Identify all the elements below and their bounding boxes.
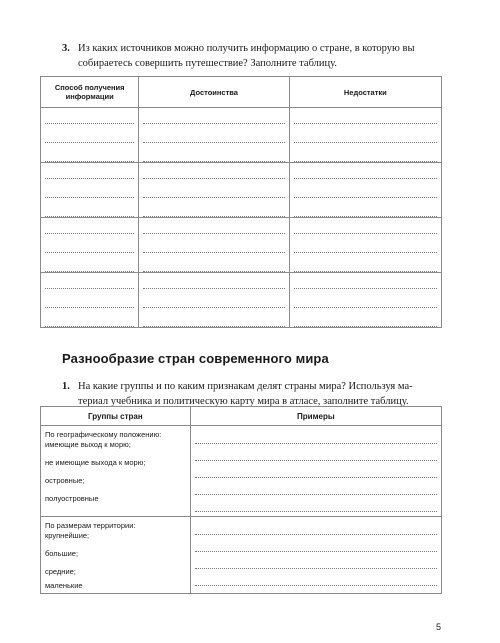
dotted-line xyxy=(294,295,437,308)
group-label-cell xyxy=(41,517,191,594)
dotted-line xyxy=(294,166,437,179)
question-3-line: собираетесь совершить путешествие? Заполните таблицу. xyxy=(78,58,337,69)
dotted-line xyxy=(195,448,437,461)
dotted-line xyxy=(195,522,437,535)
table-header-row xyxy=(41,77,442,108)
group-item: полуостровные xyxy=(45,494,99,503)
fill-in-cell[interactable] xyxy=(289,163,441,218)
fill-in-cell[interactable] xyxy=(289,218,441,273)
question-1-text xyxy=(78,379,448,409)
question-3-number: 3. xyxy=(62,43,70,54)
dotted-line xyxy=(294,185,437,198)
page-number: 5 xyxy=(436,622,442,632)
dotted-line xyxy=(294,111,437,124)
fill-in-cell[interactable] xyxy=(41,273,139,328)
dotted-line xyxy=(294,130,437,143)
fill-in-cell[interactable] xyxy=(41,218,139,273)
table-row xyxy=(41,218,442,273)
dotted-line xyxy=(195,482,437,495)
fill-in-cell[interactable] xyxy=(41,163,139,218)
dotted-line xyxy=(143,204,284,217)
group-item: островные; xyxy=(45,476,85,485)
fill-in-cell[interactable] xyxy=(139,273,289,328)
group-heading: По размерам территории: xyxy=(45,521,136,530)
table-header-row xyxy=(41,407,442,426)
dotted-line xyxy=(143,221,284,234)
dotted-line xyxy=(294,314,437,327)
dotted-line xyxy=(294,204,437,217)
dotted-line xyxy=(195,573,437,586)
group-item: не имеющие выхода к морю; xyxy=(45,458,146,467)
fill-in-cell[interactable] xyxy=(190,517,441,594)
dotted-line xyxy=(143,295,284,308)
dotted-line xyxy=(143,259,284,272)
fill-in-cell[interactable] xyxy=(139,163,289,218)
question-1-line: териал учебника и политическую карту мира в атласе, заполните таблицу. xyxy=(78,396,409,407)
dotted-line xyxy=(45,149,134,162)
column-header-source: Способ получения информации xyxy=(41,77,139,108)
column-header-advantages: Достоинства xyxy=(139,77,289,108)
group-item: средние; xyxy=(45,567,76,576)
fill-in-cell[interactable] xyxy=(190,426,441,517)
column-header-disadvantages: Недостатки xyxy=(289,77,441,108)
question-3 xyxy=(62,41,448,71)
dotted-line xyxy=(143,276,284,289)
dotted-line xyxy=(195,556,437,569)
fill-in-cell[interactable] xyxy=(41,108,139,163)
fill-in-cell[interactable] xyxy=(289,108,441,163)
question-3-text xyxy=(78,41,448,71)
dotted-line xyxy=(45,111,134,124)
dotted-line xyxy=(45,259,134,272)
group-label-cell xyxy=(41,426,191,517)
dotted-line xyxy=(45,204,134,217)
dotted-line xyxy=(143,166,284,179)
dotted-line xyxy=(195,431,437,444)
dotted-line xyxy=(195,465,437,478)
country-groups-table xyxy=(40,406,442,594)
table-row xyxy=(41,108,442,163)
dotted-line xyxy=(143,240,284,253)
dotted-line xyxy=(143,149,284,162)
column-header-groups: Группы стран xyxy=(41,407,191,426)
dotted-line xyxy=(45,185,134,198)
dotted-line xyxy=(294,149,437,162)
question-1-number: 1. xyxy=(62,381,70,392)
group-item: большие; xyxy=(45,549,79,558)
info-sources-table xyxy=(40,76,442,328)
table-row xyxy=(41,426,442,517)
dotted-line xyxy=(294,259,437,272)
dotted-line xyxy=(294,276,437,289)
dotted-line xyxy=(45,240,134,253)
dotted-line xyxy=(294,240,437,253)
fill-in-cell[interactable] xyxy=(139,108,289,163)
section-title: Разнообразие стран современного мира xyxy=(62,351,329,366)
dotted-line xyxy=(294,221,437,234)
column-header-examples: Примеры xyxy=(190,407,441,426)
dotted-line xyxy=(143,111,284,124)
group-item: крупнейшие; xyxy=(45,531,90,540)
dotted-line xyxy=(45,314,134,327)
group-item: маленькие xyxy=(45,581,83,590)
dotted-line xyxy=(45,276,134,289)
question-1-line: На какие группы и по каким признакам делят страны мира? Используя ма- xyxy=(78,381,413,392)
dotted-line xyxy=(195,499,437,512)
dotted-line xyxy=(45,221,134,234)
question-3-line: Из каких источников можно получить информацию о стране, в которую вы xyxy=(78,43,415,54)
table-row xyxy=(41,273,442,328)
table-row xyxy=(41,517,442,594)
dotted-line xyxy=(143,130,284,143)
table-row xyxy=(41,163,442,218)
group-heading: По географическому положению: xyxy=(45,430,162,439)
question-1 xyxy=(62,379,448,409)
group-item: имеющие выход к морю; xyxy=(45,440,131,449)
dotted-line xyxy=(45,295,134,308)
dotted-line xyxy=(143,314,284,327)
fill-in-cell[interactable] xyxy=(139,218,289,273)
dotted-line xyxy=(143,185,284,198)
dotted-line xyxy=(195,539,437,552)
dotted-line xyxy=(45,166,134,179)
fill-in-cell[interactable] xyxy=(289,273,441,328)
dotted-line xyxy=(45,130,134,143)
